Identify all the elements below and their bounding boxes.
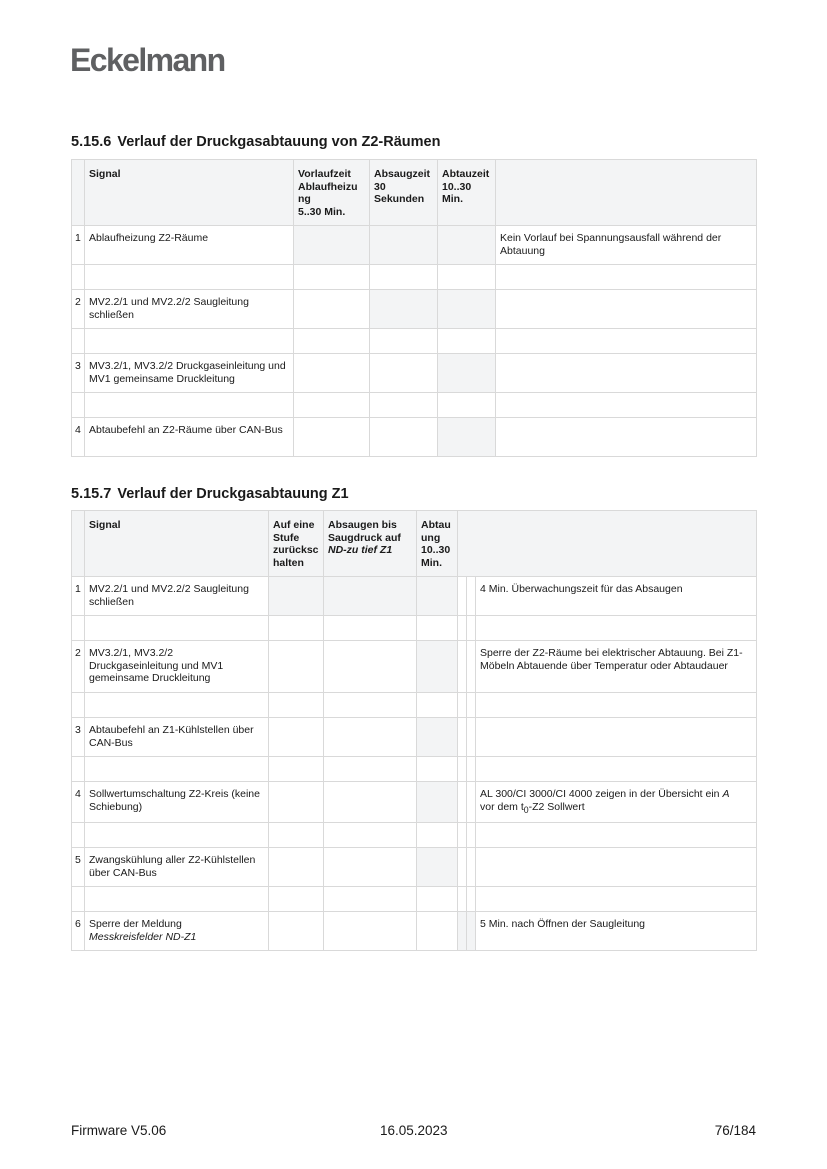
table-row: 1 MV2.2/1 und MV2.2/2 Saugleitung schließen 4 Min. Überwachungszeit für das Absaugen <box>72 577 757 616</box>
section-heading-5-15-7 <box>71 486 349 502</box>
col-absaugzeit: Absaugzeit 30 Sekunden <box>370 160 438 226</box>
footer-firmware: Firmware V5.06 <box>71 1123 167 1138</box>
row-note: AL 300/CI 3000/CI 4000 zeigen in der Übersicht ein A vor dem $t_0-Z2$ Sollwert <box>476 782 757 823</box>
section-number: 5.15.6 <box>71 134 112 150</box>
col-absaugen: Absaugen bis Saugdruck auf ND-zu tief Z1 <box>324 511 417 577</box>
table-row: 1 Ablaufheizung Z2-Räume Kein Vorlauf bei Spannungsausfall während der Abtauung <box>72 226 757 265</box>
section-title-text: Verlauf der Druckgasabtauung von Z2-Räumen <box>117 134 441 150</box>
table-row: 2 MV2.2/1 und MV2.2/2 Saugleitung schließen <box>72 290 757 329</box>
eckelmann-logo: Eckelmann <box>70 42 225 78</box>
table-row: 3 Abtaubefehl an Z1-Kühlstellen über CAN-Bus <box>72 718 757 757</box>
table-row: 3 MV3.2/1, MV3.2/2 Druckgaseinleitung und MV1 gemeinsame Druckleitung <box>72 354 757 393</box>
row-signal: Sperre der Meldung Messkreisfelder ND-Z1 <box>85 912 269 951</box>
table-row: 5 Zwangskühlung aller Z2-Kühlstellen über CAN-Bus <box>72 848 757 887</box>
section-number: 5.15.7 <box>71 486 112 502</box>
table-header-row <box>72 511 757 577</box>
section-title-text: Verlauf der Druckgasabtauung Z1 <box>117 486 349 502</box>
col-vorlaufzeit: Vorlaufzeit Ablaufheizu ng 5..30 Min. <box>294 160 370 226</box>
col-stufe: Auf eine Stufe zurücksc halten <box>269 511 324 577</box>
footer-date: 16.05.2023 <box>380 1123 448 1138</box>
col-note <box>496 160 757 226</box>
col-signal: Signal <box>85 160 294 226</box>
col-abtauung: Abtau ung 10..30 Min. <box>417 511 458 577</box>
col-note <box>458 511 757 577</box>
table-z2-raeume <box>71 159 757 457</box>
table-row: 6 Sperre der Meldung Messkreisfelder ND-Z1 5 Min. nach Öffnen der Saugleitung <box>72 912 757 951</box>
table-row: 2 MV3.2/1, MV3.2/2 Druckgaseinleitung und MV1 gemeinsame Druckleitung Sperre der Z2-Räume bei elektrischer Abtauung. Bei Z1-Möbeln Abtauende über Temperatur oder Abtaudauer <box>72 641 757 693</box>
col-abtauzeit: Abtauzeit 10..30 Min. <box>438 160 496 226</box>
table-z1 <box>71 510 757 951</box>
footer-page-number: 76/184 <box>714 1123 756 1138</box>
table-row: 4 Sollwertumschaltung Z2-Kreis (keine Schiebung) AL 300/CI 3000/CI 4000 zeigen in der Übersicht ein A vor dem $t_0-Z2$ Sollwert <box>72 782 757 823</box>
table-row: 4 Abtaubefehl an Z2-Räume über CAN-Bus <box>72 418 757 457</box>
section-heading-5-15-6 <box>71 134 440 150</box>
table-header-row <box>72 160 757 226</box>
col-signal: Signal <box>85 511 269 577</box>
